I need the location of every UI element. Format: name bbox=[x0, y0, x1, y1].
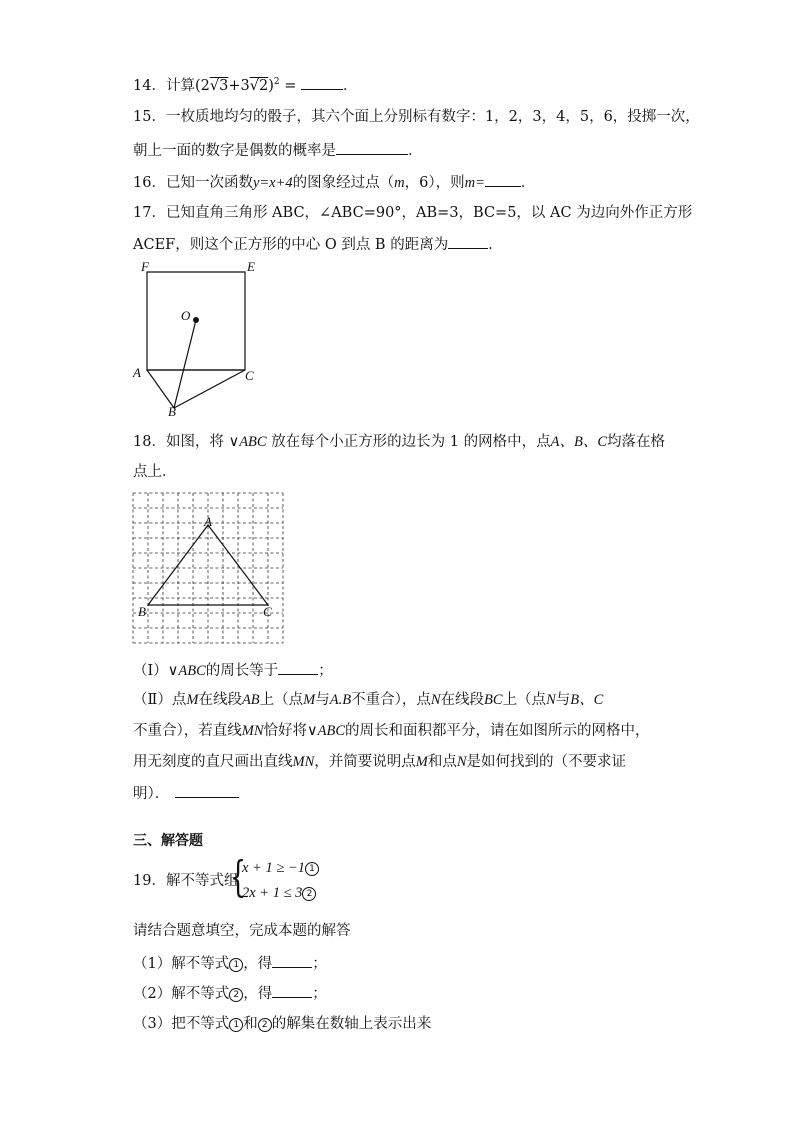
brace-symbol: { bbox=[230, 852, 247, 901]
sqrt-2: √2 bbox=[249, 77, 269, 94]
question-15-line2: 朝上一面的数字是偶数的概率是 ． bbox=[133, 140, 423, 161]
question-18-part2-line4: 明）． bbox=[133, 783, 239, 804]
q19-step1: （1）解不等式 1 ，得 ； bbox=[133, 953, 327, 974]
figure-18-grid bbox=[128, 488, 288, 648]
label-c: C bbox=[245, 368, 254, 383]
label-a: A bbox=[204, 514, 212, 529]
triangle-symbol: ∨ bbox=[228, 434, 240, 450]
label-b: B bbox=[138, 604, 146, 619]
answer-blank[interactable] bbox=[175, 783, 239, 798]
point-o bbox=[193, 317, 199, 323]
question-18: 18．如图，将 ∨ABC 放在每个小正方形的边长为 1 的网格中，点A、B、C均落在格 bbox=[133, 434, 666, 450]
question-18-line2: 点上． bbox=[133, 464, 177, 480]
q19-step2: （2）解不等式 2 ，得 ； bbox=[133, 983, 327, 1004]
side-bc bbox=[174, 370, 245, 408]
answer-blank[interactable] bbox=[448, 234, 488, 249]
q19-intro: 请结合题意填空，完成本题的解答 bbox=[133, 923, 351, 939]
question-16: 16．已知一次函数y=x+4的图象经过点（m，6），则m= ． bbox=[133, 172, 535, 193]
label-f: F bbox=[141, 259, 149, 274]
sqrt-3: √3 bbox=[209, 77, 229, 94]
question-14: 14．计算$(2√3+3√2)^2$ = ． bbox=[133, 72, 357, 96]
answer-blank[interactable] bbox=[336, 140, 408, 155]
question-15: 15．一枚质地均匀的骰子，其六个面上分别标有数字：1，2，3，4，5，6，投掷一次， bbox=[133, 109, 700, 125]
figure-17-square bbox=[128, 258, 268, 418]
inequality-1: x + 1 ≥ −1 1 bbox=[242, 858, 319, 878]
label-a: A bbox=[133, 365, 141, 380]
question-18-part2-line1: （Ⅱ）点M在线段AB上（点M与A.B不重合），点N在线段BC上（点N与B、C bbox=[133, 692, 604, 708]
question-17: 17．已知直角三角形 ABC，∠ABC=90°，AB=3，BC=5，以 AC 为边向外作正方形 bbox=[133, 205, 693, 221]
question-18-part2-line2: 不重合），若直线MN恰好将∨ABC的周长和面积都平分，请在如图所示的网格中， bbox=[133, 723, 650, 739]
question-18-part2-line3: 用无刻度的直尺画出直线MN，并简要说明点M和点N是如何找到的（不要求证 bbox=[133, 754, 627, 770]
question-19: 19．解不等式组 bbox=[133, 873, 239, 889]
side-ab bbox=[147, 370, 174, 408]
question-18-part1: （Ⅰ）∨ABC的周长等于 ； bbox=[133, 660, 333, 681]
label-c: C bbox=[263, 604, 272, 619]
label-b: B bbox=[168, 404, 176, 418]
section-heading: 三、解答题 bbox=[133, 833, 203, 849]
answer-blank[interactable] bbox=[272, 953, 312, 968]
answer-blank[interactable] bbox=[278, 660, 318, 675]
q19-step3: （3）把不等式 1 和 2 的解集在数轴上表示出来 bbox=[133, 1016, 432, 1032]
answer-blank[interactable] bbox=[301, 75, 343, 90]
segment-ob bbox=[174, 320, 196, 408]
answer-blank[interactable] bbox=[485, 172, 521, 187]
inequality-2: 2x + 1 ≤ 3 2 bbox=[242, 883, 316, 903]
question-17-line2: ACEF，则这个正方形的中心 O 到点 B 的距离为 ． bbox=[133, 234, 503, 255]
answer-blank[interactable] bbox=[272, 983, 312, 998]
label-o: O bbox=[181, 308, 191, 323]
label-e: E bbox=[247, 259, 255, 274]
